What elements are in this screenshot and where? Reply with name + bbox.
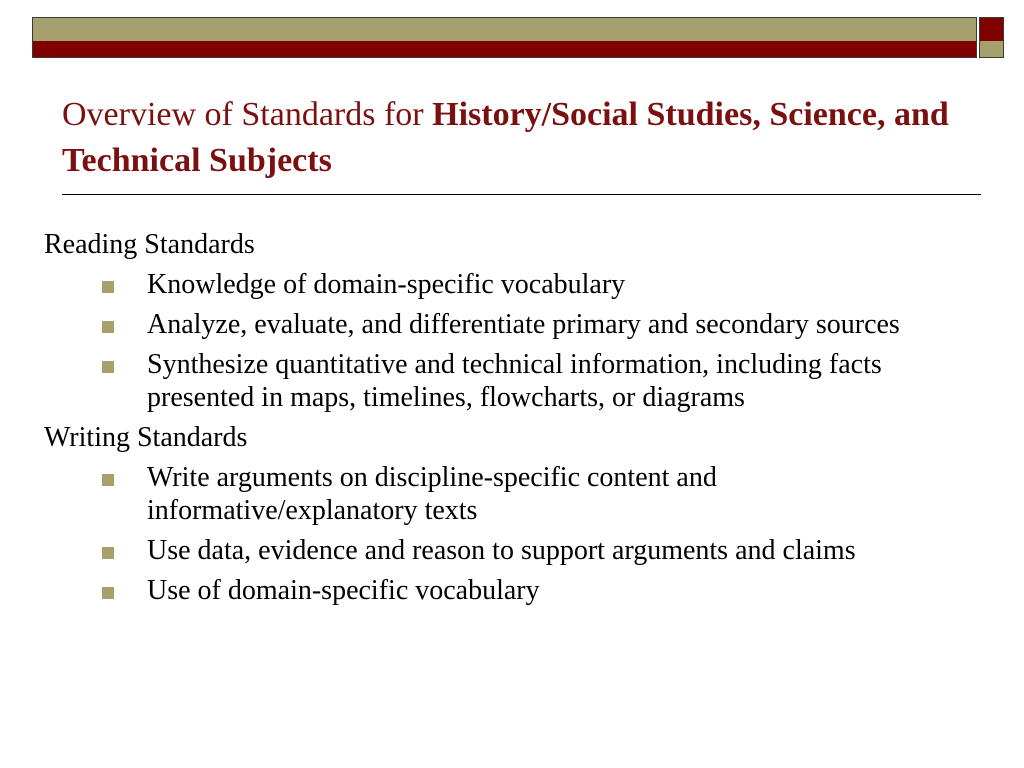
slide-title-regular: Overview of Standards for (62, 96, 433, 133)
list-item (44, 308, 994, 341)
list-item (44, 534, 994, 567)
corner-square-maroon (979, 17, 1004, 42)
square-bullet-icon (102, 587, 114, 599)
header-bar-olive (32, 17, 977, 42)
list-item (44, 348, 994, 414)
bullet-list (44, 461, 994, 607)
section-heading: Reading Standards (44, 229, 255, 260)
section-heading: Writing Standards (44, 422, 248, 453)
bullet-text: Use of domain-specific vocabulary (147, 575, 540, 606)
list-item (44, 461, 994, 527)
title-divider (62, 194, 981, 195)
writing-section (44, 421, 994, 607)
slide-title (62, 92, 962, 184)
bullet-list (44, 268, 994, 414)
square-bullet-icon (102, 321, 114, 333)
list-item (44, 574, 994, 607)
square-bullet-icon (102, 547, 114, 559)
list-item (44, 268, 994, 301)
corner-square-olive (979, 41, 1004, 58)
bullet-text: Use data, evidence and reason to support arguments and claims (147, 535, 856, 566)
header-bar-maroon (32, 41, 977, 58)
bullet-text: Analyze, evaluate, and differentiate primary and secondary sources (147, 309, 900, 340)
square-bullet-icon (102, 281, 114, 293)
square-bullet-icon (102, 361, 114, 373)
reading-section (44, 228, 994, 414)
bullet-text: Write arguments on discipline-specific content and informative/explanatory texts (147, 462, 717, 526)
slide-title-bold: History/Social Studies, Science, and Technical Subjects (62, 96, 949, 179)
slide-body (44, 228, 994, 614)
bullet-text: Knowledge of domain-specific vocabulary (147, 269, 626, 300)
bullet-text: Synthesize quantitative and technical information, including facts presented in maps, timelines, flowcharts, or diagrams (147, 349, 882, 413)
square-bullet-icon (102, 474, 114, 486)
